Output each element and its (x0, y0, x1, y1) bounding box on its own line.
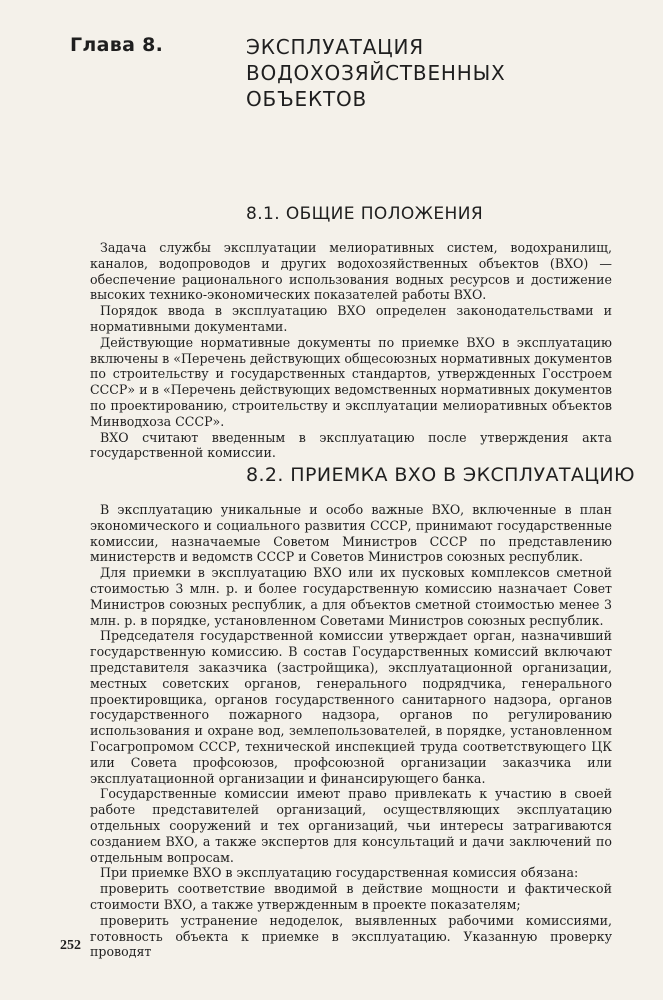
paragraph: Задача службы эксплуатации мелиоративных систем, водохранилищ, каналов, водопроводов и других водохозяйственных объектов (ВХО) — обеспечение рационального использования водных ресурсов и достижение высоких технико-экономических показателей работы ВХО. (90, 240, 612, 303)
section-heading-8-1: 8.1. ОБЩИЕ ПОЛОЖЕНИЯ (246, 204, 484, 224)
paragraph: Государственные комиссии имеют право привлекать к участию в своей работе представителей организаций, осуществляющих эксплуатацию отдельных сооружений и тех организаций, чьи интересы затрагиваются созданием ВХО, а также экспертов для консультаций и дачи заключений по отдельным вопросам. (90, 786, 612, 865)
paragraph: Председателя государственной комиссии утверждает орган, назначивший государственную комиссию. В состав Государственных комиссий включают представителя заказчика (застройщика), эксплуатационной организации, местных советских органов, генерального подрядчика, генерального проектировщика, органов государственного санитарного надзора, органов государственного пожарного надзора, органов по регулированию использования и охране вод, землепользователей, в порядке, установленном Госагропромом СССР, технической инспекцией труда соответствующего ЦК или Совета профсоюзов, профсоюзной организации заказчика или эксплуатационной организации и финансирующего банка. (90, 628, 612, 786)
paragraph: При приемке ВХО в эксплуатацию государственная комиссия обязана: (100, 865, 579, 881)
section-heading-8-2: 8.2. ПРИЕМКА ВХО В ЭКСПЛУАТАЦИЮ (246, 464, 635, 486)
paragraph: Для приемки в эксплуатацию ВХО или их пусковых комплексов сметной стоимостью 3 млн. р. и более государственную комиссию назначает Совет Министров союзных республик, а для объектов сметной стоимостью менее 3 млн. р. в порядке, установленном Советами Министров союзных республик. (90, 565, 612, 628)
chapter-label: Глава 8. (70, 34, 164, 56)
chapter-title-line: ОБЪЕКТОВ (246, 87, 368, 111)
page-number: 252 (60, 938, 81, 953)
paragraph: ВХО считают введенным в эксплуатацию после утверждения акта государственной комиссии. (90, 429, 612, 461)
chapter-title (246, 34, 506, 112)
paragraph: В эксплуатацию уникальные и особо важные ВХО, включенные в план экономического и социального развития СССР, принимают государственные комиссии, назначаемые Советом Министров СССР по представлению министерств и ведомств СССР и Советов Министров союзных республик. (90, 502, 612, 565)
paragraph: Порядок ввода в эксплуатацию ВХО определен законодательствами и нормативными документами. (90, 303, 612, 334)
paragraph: проверить устранение недоделок, выявленных рабочими комиссиями, готовность объекта к приемке в эксплуатацию. Указанную проверку проводят (90, 912, 612, 960)
section-body-8-1 (90, 240, 612, 461)
paragraph: проверить соответствие вводимой в действие мощности и фактической стоимости ВХО, а также утвержденным в проекте показателям; (90, 881, 612, 912)
section-body-8-2 (90, 502, 612, 960)
chapter-title-line: ВОДОХОЗЯЙСТВЕННЫХ (246, 61, 506, 85)
paragraph: Действующие нормативные документы по приемке ВХО в эксплуатацию включены в «Перечень действующих общесоюзных нормативных документов по строительству и государственных стандартов, утвержденных Госстроем СССР» и в «Перечень действующих ведомственных нормативных документов по проектированию, строительству и эксплуатации мелиоративных объектов Минводхоза СССР». (90, 334, 612, 429)
chapter-title-line: ЭКСПЛУАТАЦИЯ (246, 35, 424, 59)
